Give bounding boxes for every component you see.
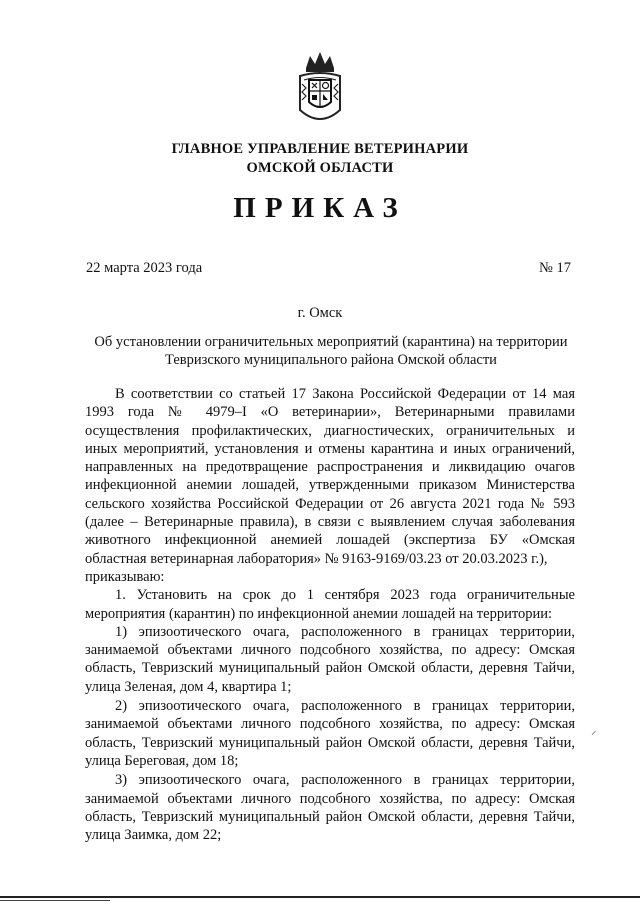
document-title: ПРИКАЗ (233, 192, 407, 224)
organization-name-line2: ОМСКОЙ ОБЛАСТИ (246, 160, 394, 176)
order-subitem-3: 3) эпизоотического очага, расположенного в границах территории, занимаемой объектами личного подсобного хозяйства, по адресу: Омская область, Тевризский муниципальный район Омской области, деревня Тайчи, улица Заимка, дом 22; (85, 772, 575, 844)
order-word: приказываю: (85, 568, 165, 585)
order-subitem-1: 1) эпизоотического очага, расположенного в границах территории, занимаемой объектами личного подсобного хозяйства, по адресу: Омская область, Тевризский муниципальный район Омской области, деревня Тайчи, улица Зеленая, дом 4, квартира 1; (85, 623, 575, 695)
organization-name-line1: ГЛАВНОЕ УПРАВЛЕНИЕ ВЕТЕРИНАРИИ (171, 141, 469, 157)
document-subject: Об установлении ограничительных мероприятий (карантина) на территории Тевризского муниципального района Омской области (94, 334, 568, 368)
page-bottom-border-secondary (0, 900, 110, 901)
order-item-1: 1. Установить на срок до 1 сентября 2023 года ограничительные мероприятия (карантин) по инфекционной анемии лошадей на территории: (85, 587, 575, 622)
page-bottom-border (0, 896, 640, 898)
document-city: г. Омск (297, 305, 343, 321)
stray-mark: ⸝ (591, 725, 597, 737)
document-date: 22 марта 2023 года (86, 260, 203, 276)
document-body (85, 385, 575, 844)
order-subitem-2: 2) эпизоотического очага, расположенного в границах территории, занимаемой объектами личного подсобного хозяйства, по адресу: Омская область, Тевризский муниципальный район Омской области, деревня Тайчи, улица Береговая, дом 18; (85, 698, 575, 769)
preamble-paragraph: В соответствии со статьей 17 Закона Российской Федерации от 14 мая 1993 года № 4979–I «О ветеринарии», Ветеринарными правилами осуществления профилактических, диагностических, ограничительных и иных мероприятий, установления и отмены карантина и иных ограничений, направленных на предотвращение распространения и ликвидацию очагов инфекционной анемии лошадей, утвержденными приказом Министерства сельского хозяйства Российской Федерации от 26 августа 2021 года № 593 (далее – Ветеринарные правила), в связи с выявлением случая заболевания животного инфекционной анемией лошадей (экспертиза БУ «Омская областная ветеринарная лаборатория» № 9163-9169/03.23 от 20.03.2023 г.), (85, 386, 575, 567)
document-number: № 17 (539, 260, 571, 276)
coat-of-arms-icon (296, 50, 344, 126)
